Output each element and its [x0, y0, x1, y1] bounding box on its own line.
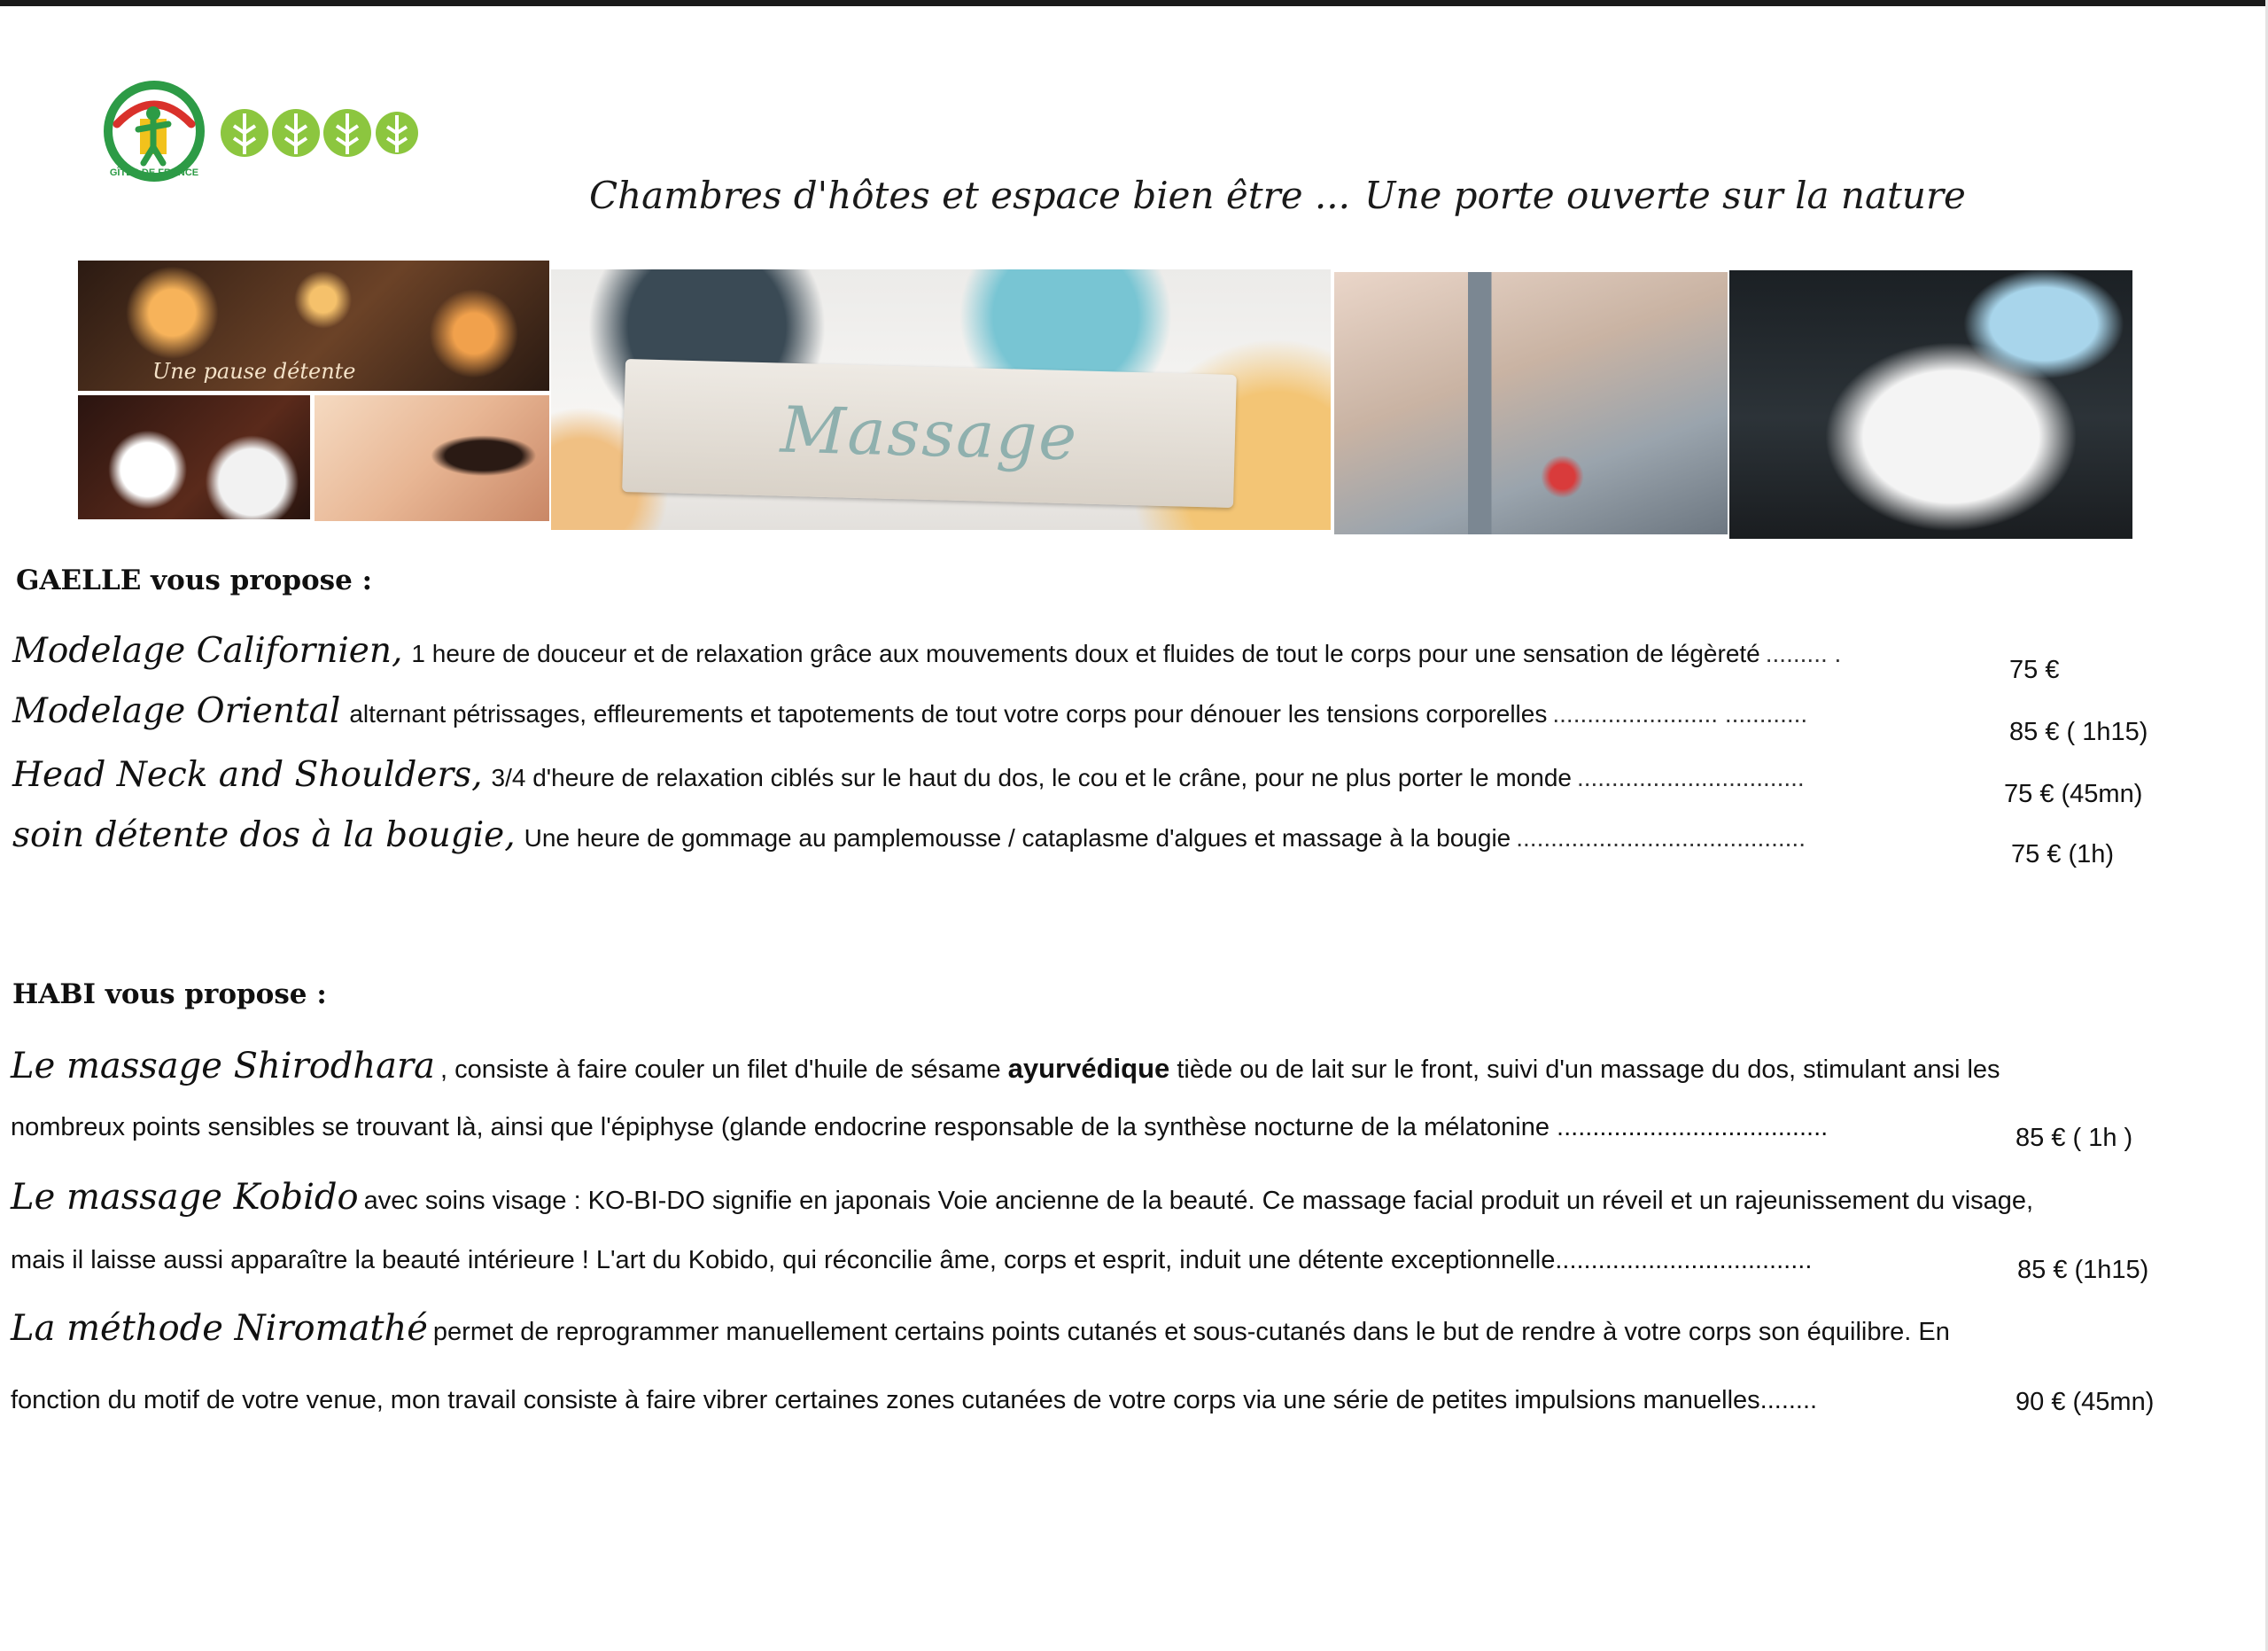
service-line: [11, 1177, 2033, 1218]
service-price: 75 € (45mn): [2004, 780, 2143, 808]
service-desc: mais il laisse aussi apparaître la beauté intérieure ! L'art du Kobido, qui réconcilie âme, corps et esprit, induit une détente exceptionnelle....................................: [11, 1246, 1813, 1274]
towels-candles-photo: [78, 395, 310, 519]
service-price: 75 €: [2009, 656, 2060, 684]
candles-photo: [78, 261, 549, 391]
spa-bed-photo: [1729, 270, 2132, 539]
wheat-ear-icon: [272, 109, 320, 157]
massage-stones-photo: [551, 269, 1331, 530]
leader-dots: .................................: [1576, 764, 1805, 791]
scan-border-top: [0, 0, 2268, 6]
back-massage-photo: [315, 395, 549, 521]
service-item: [12, 755, 1805, 795]
wheat-ear-icon: [323, 109, 371, 157]
yurt-interior-photo: [1334, 272, 1728, 534]
service-line: [11, 1246, 1812, 1275]
service-price: 85 € (1h15): [2017, 1256, 2149, 1284]
service-desc: 1 heure de douceur et de relaxation grâce aux mouvements doux et fluides de tout le corps pour une sensation de légèreté: [411, 640, 1760, 667]
tagline-right: Une porte ouverte sur la nature: [1364, 174, 1966, 217]
candles-caption: Une pause détente: [152, 359, 356, 384]
massage-sign: [622, 359, 1237, 508]
service-name: Modelage Oriental: [12, 691, 341, 731]
wheat-ear-icon: [376, 112, 418, 154]
service-desc: alternant pétrissages, effleurements et tapotements de tout votre corps pour dénouer les tensions corporelles: [349, 700, 1548, 728]
habi-heading: HABI vous propose :: [12, 978, 327, 1010]
service-desc: tiède ou de lait sur le front, suivi d'un massage du dos, stimulant ansi les: [1169, 1055, 2000, 1084]
service-price: 85 € ( 1h ): [2016, 1124, 2133, 1152]
service-line: [11, 1308, 1950, 1349]
leader-dots: ..........................................: [1516, 824, 1806, 852]
gites-de-france-logo: [101, 78, 420, 184]
leader-dots: ........................ ............: [1552, 700, 1808, 728]
service-name: Head Neck and Shoulders,: [12, 755, 483, 795]
massage-sign-text: Massage: [779, 392, 1080, 475]
service-item: [12, 815, 1806, 855]
service-price: 90 € (45mn): [2016, 1388, 2155, 1416]
service-name: Le massage Shirodhara: [11, 1046, 435, 1086]
service-desc: fonction du motif de votre venue, mon travail consiste à faire vibrer certaines zones cutanées de votre corps via une série de petites impulsions manuelles........: [11, 1386, 1818, 1414]
service-desc-bold: ayurvédique: [1007, 1053, 1170, 1084]
service-item: [12, 691, 1807, 731]
service-line: [11, 1113, 1828, 1142]
service-name: Modelage Californien,: [12, 631, 403, 671]
service-name: Le massage Kobido: [11, 1177, 359, 1218]
service-desc: 3/4 d'heure de relaxation ciblés sur le haut du dos, le cou et le crâne, pour ne plus porter le monde: [491, 764, 1572, 791]
rating-ears: [221, 109, 418, 157]
service-desc: Une heure de gommage au pamplemousse / cataplasme d'algues et massage à la bougie: [524, 824, 1511, 852]
wheat-ear-icon: [221, 109, 268, 157]
service-price: 85 € ( 1h15): [2009, 718, 2148, 746]
service-name: La méthode Niromathé: [11, 1308, 428, 1349]
logo-text: GÎTES DE FRANCE: [109, 167, 199, 178]
service-desc: nombreux points sensibles se trouvant là, ainsi que l'épiphyse (glande endocrine responsable de la synthèse nocturne de la mélatonine ......................................: [11, 1113, 1829, 1141]
service-desc: permet de reprogrammer manuellement certains points cutanés et sous-cutanés dans le but de rendre à votre corps son équilibre. En: [432, 1318, 1950, 1346]
service-desc: avec soins visage : KO-BI-DO signifie en japonais Voie ancienne de la beauté. Ce massage facial produit un réveil et un rajeunissement du visage,: [363, 1187, 2034, 1215]
service-line: [11, 1386, 1817, 1415]
service-item: [12, 631, 1841, 671]
leader-dots: ......... .: [1765, 640, 1842, 667]
service-price: 75 € (1h): [2011, 840, 2115, 868]
service-desc: , consiste à faire couler un filet d'huile de sésame: [439, 1055, 1008, 1084]
service-line: [11, 1046, 2000, 1086]
tagline-left: Chambres d'hôtes et espace bien être ...: [589, 174, 1350, 217]
service-name: soin détente dos à la bougie,: [12, 815, 516, 855]
gaelle-heading: GAELLE vous propose :: [16, 565, 373, 596]
